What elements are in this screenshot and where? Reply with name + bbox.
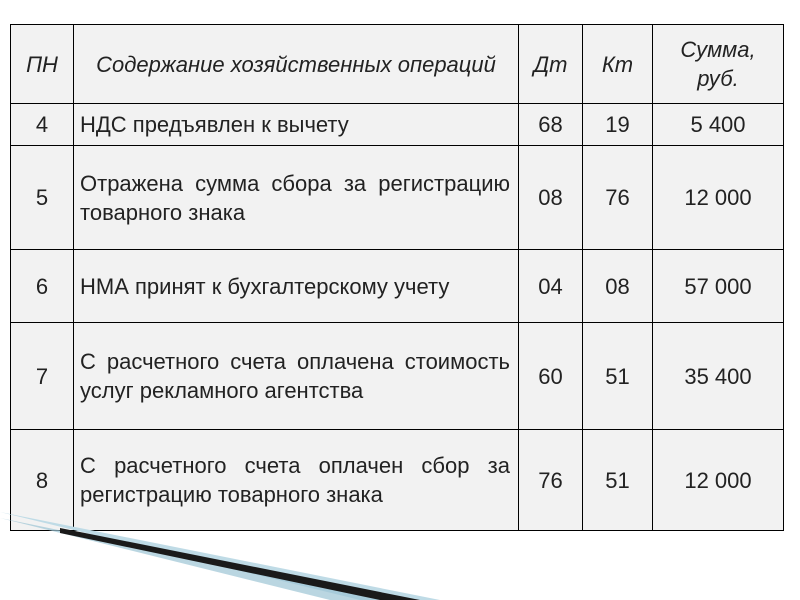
cell-pn: 6 <box>11 250 74 323</box>
cell-kt: 51 <box>583 323 653 430</box>
cell-dt: 76 <box>519 430 583 531</box>
table-row <box>11 104 784 146</box>
cell-sum: 5 400 <box>653 104 784 146</box>
header-dt: Дт <box>519 25 583 104</box>
cell-operation: С расчетного счета оплачена стоимость услуг рекламного агентства <box>74 323 519 430</box>
cell-kt: 76 <box>583 146 653 250</box>
cell-dt: 68 <box>519 104 583 146</box>
cell-dt: 04 <box>519 250 583 323</box>
cell-kt: 08 <box>583 250 653 323</box>
cell-pn: 4 <box>11 104 74 146</box>
swoosh-dark-band <box>60 528 420 600</box>
table-row <box>11 250 784 323</box>
header-sum: Сумма, руб. <box>653 25 784 104</box>
cell-pn: 5 <box>11 146 74 250</box>
cell-dt: 60 <box>519 323 583 430</box>
table-row <box>11 323 784 430</box>
header-pn: ПН <box>11 25 74 104</box>
header-kt: Кт <box>583 25 653 104</box>
cell-operation: С расчетного счета оплачен сбор за регистрацию товарного знака <box>74 430 519 531</box>
cell-sum: 57 000 <box>653 250 784 323</box>
header-operation: Содержание хозяйственных операций <box>74 25 519 104</box>
cell-kt: 19 <box>583 104 653 146</box>
cell-operation: НДС предъявлен к вычету <box>74 104 519 146</box>
cell-sum: 35 400 <box>653 323 784 430</box>
cell-operation: Отражена сумма сбора за регистрацию товарного знака <box>74 146 519 250</box>
table-row <box>11 430 784 531</box>
table-row <box>11 146 784 250</box>
cell-kt: 51 <box>583 430 653 531</box>
header-row <box>11 25 784 104</box>
cell-pn: 8 <box>11 430 74 531</box>
cell-dt: 08 <box>519 146 583 250</box>
cell-pn: 7 <box>11 323 74 430</box>
cell-sum: 12 000 <box>653 146 784 250</box>
accounting-entries-table <box>10 24 784 531</box>
cell-operation: НМА принят к бухгалтерскому учету <box>74 250 519 323</box>
cell-sum: 12 000 <box>653 430 784 531</box>
